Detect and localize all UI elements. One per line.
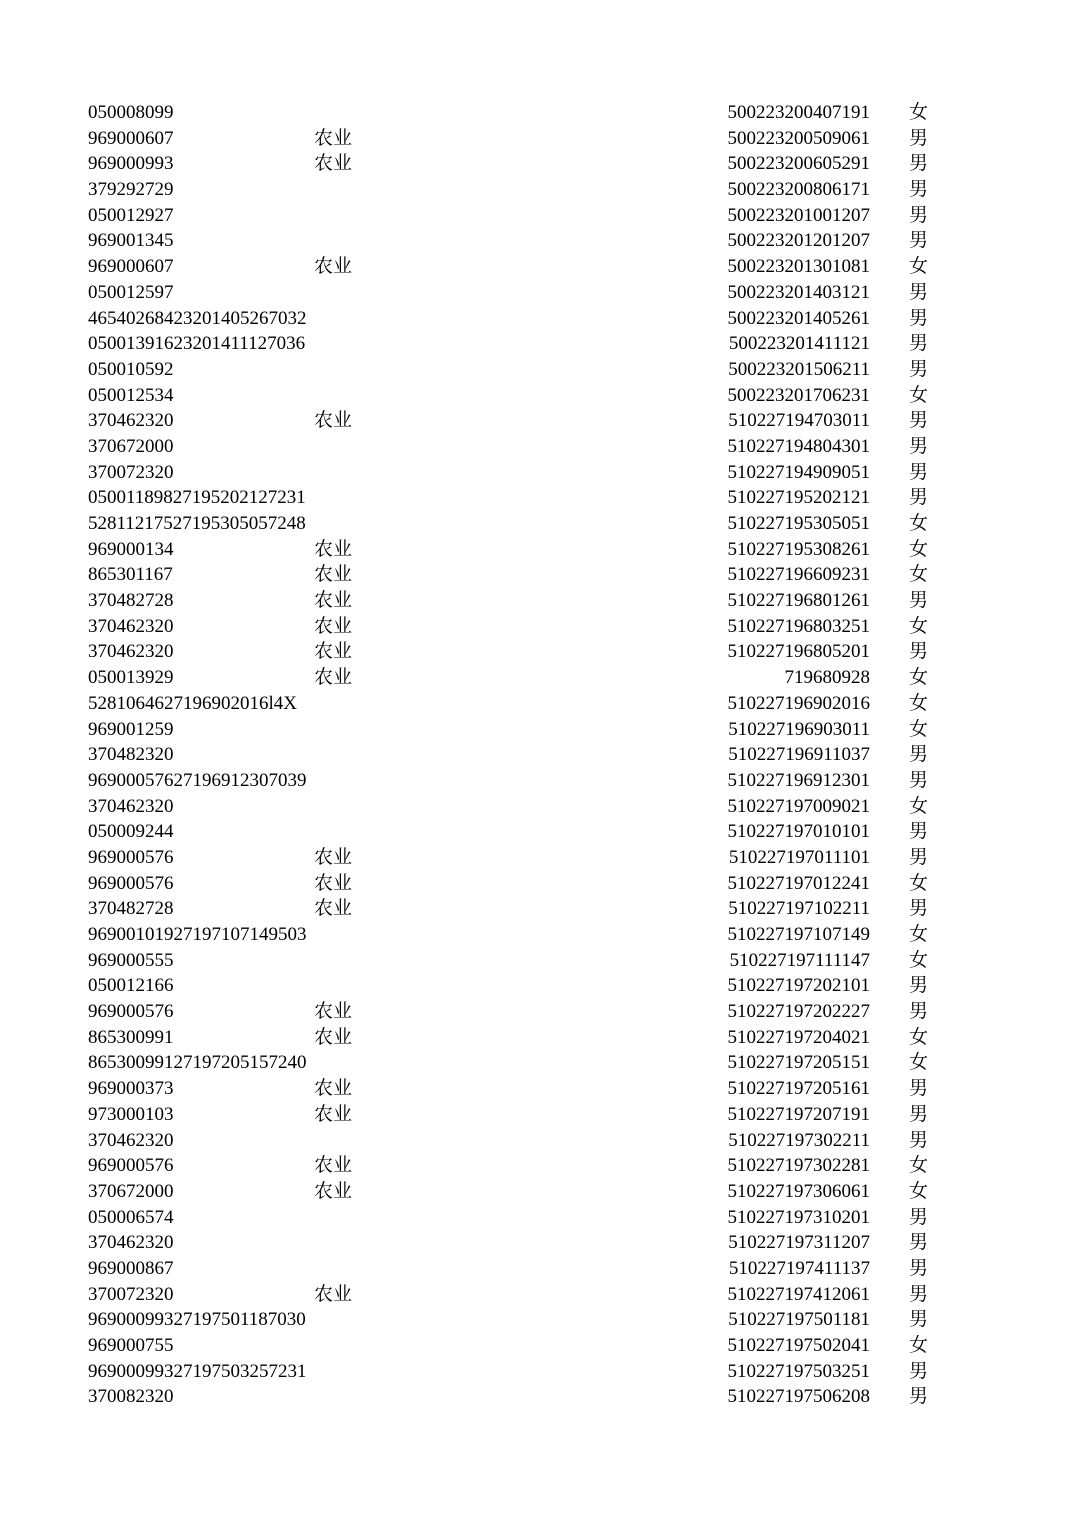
sex-cell[interactable]: 男 [909, 744, 929, 766]
code-cell[interactable]: 969001345 [88, 230, 174, 252]
code-cell[interactable]: 370462320 [88, 1129, 174, 1151]
id-number-cell[interactable]: 510227197503251 [727, 1360, 870, 1382]
sex-cell[interactable]: 男 [909, 1283, 929, 1305]
id-number-cell[interactable]: 510227194909051 [727, 461, 870, 483]
id-number-cell[interactable]: 500223201301081 [727, 256, 870, 278]
sex-cell[interactable]: 女 [909, 1026, 929, 1048]
sex-cell[interactable]: 男 [909, 358, 929, 380]
id-number-cell[interactable]: 510227194703011 [728, 410, 870, 432]
id-number-cell[interactable]: 510227197012241 [727, 872, 870, 894]
sex-cell[interactable]: 女 [909, 667, 929, 689]
table-row [0, 794, 1075, 820]
sex-cell[interactable]: 男 [909, 1360, 929, 1382]
code-cell[interactable]: 969000555 [88, 949, 174, 971]
sex-cell[interactable]: 男 [909, 179, 929, 201]
industry-cell[interactable]: 农业 [314, 1026, 353, 1048]
table-row [0, 973, 1075, 999]
table-row [0, 1076, 1075, 1102]
code-cell[interactable]: 050010592 [88, 358, 174, 380]
table-row [0, 460, 1075, 486]
table-row [0, 922, 1075, 948]
code-cell[interactable]: 86530099127197205157240 [88, 1052, 307, 1074]
id-number-cell[interactable]: 510227197306061 [727, 1180, 870, 1202]
industry-cell[interactable]: 农业 [314, 667, 353, 689]
sex-cell[interactable]: 男 [909, 641, 929, 663]
table-row [0, 485, 1075, 511]
table-row [0, 434, 1075, 460]
sex-cell[interactable]: 男 [909, 1103, 929, 1125]
industry-cell[interactable]: 农业 [314, 153, 353, 175]
industry-cell[interactable]: 农业 [314, 1001, 353, 1023]
id-number-cell[interactable]: 510227196801261 [727, 590, 870, 612]
sex-cell[interactable]: 女 [909, 1155, 929, 1177]
industry-cell[interactable]: 农业 [314, 1155, 353, 1177]
table-row [0, 408, 1075, 434]
code-cell[interactable]: 969000576 [88, 872, 174, 894]
code-cell[interactable]: 379292729 [88, 179, 174, 201]
code-cell[interactable]: 96900101927197107149503 [88, 924, 307, 945]
table-row [0, 871, 1075, 897]
id-number-cell[interactable]: 510227195202121 [727, 487, 870, 509]
sex-cell[interactable]: 男 [909, 333, 929, 355]
id-number-cell[interactable]: 510227197205161 [727, 1078, 870, 1100]
sex-cell[interactable]: 男 [909, 1206, 929, 1228]
id-number-cell[interactable]: 510227196903011 [728, 718, 870, 740]
id-number-cell[interactable]: 510227197107149 [727, 924, 870, 945]
code-cell[interactable]: 050009244 [88, 821, 174, 843]
code-cell[interactable]: 96900099327197501187030 [88, 1309, 306, 1331]
table-row [0, 691, 1075, 717]
sex-cell[interactable]: 男 [909, 410, 929, 432]
table-row [0, 1230, 1075, 1256]
industry-cell[interactable]: 农业 [314, 872, 353, 894]
code-cell[interactable]: 969000607 [88, 256, 174, 278]
sex-cell[interactable]: 女 [909, 692, 929, 714]
table-row [0, 1307, 1075, 1333]
sex-cell[interactable]: 男 [909, 230, 929, 252]
industry-cell[interactable]: 农业 [314, 615, 353, 637]
code-cell[interactable]: 969000576 [88, 846, 174, 868]
code-cell[interactable]: 370072320 [88, 1283, 174, 1305]
sex-cell[interactable]: 男 [909, 127, 929, 149]
id-number-cell[interactable]: 510227197204021 [727, 1026, 870, 1048]
id-number-cell[interactable]: 510227197412061 [727, 1283, 870, 1305]
table-row [0, 1050, 1075, 1076]
code-cell[interactable]: 370482728 [88, 590, 174, 612]
id-number-cell[interactable]: 510227195308261 [727, 538, 870, 560]
code-cell[interactable]: 969001259 [88, 718, 174, 740]
code-cell[interactable]: 865300991 [88, 1026, 174, 1048]
id-number-cell[interactable]: 510227196805201 [727, 641, 870, 663]
id-number-cell[interactable]: 500223201403121 [727, 281, 870, 303]
sex-cell[interactable]: 女 [909, 1335, 929, 1356]
sex-cell[interactable]: 男 [909, 1129, 929, 1151]
table-row [0, 588, 1075, 614]
sex-cell[interactable]: 女 [909, 718, 929, 740]
id-number-cell[interactable]: 510227197502041 [727, 1335, 870, 1356]
sex-cell[interactable]: 女 [909, 513, 929, 534]
id-number-cell[interactable]: 510227197302211 [728, 1129, 870, 1151]
table-row [0, 511, 1075, 537]
table-row [0, 614, 1075, 640]
code-cell[interactable]: 370072320 [88, 461, 174, 483]
table-row [0, 819, 1075, 845]
code-cell[interactable]: 370462320 [88, 1232, 174, 1254]
id-number-cell[interactable]: 500223201405261 [727, 307, 870, 329]
table-row [0, 1359, 1075, 1385]
industry-cell[interactable]: 农业 [314, 1103, 353, 1125]
id-number-cell[interactable]: 510227197302281 [727, 1155, 870, 1177]
code-cell[interactable]: 050006574 [88, 1206, 174, 1228]
code-cell[interactable]: 370482320 [88, 744, 174, 766]
industry-cell[interactable]: 农业 [314, 1180, 353, 1202]
sex-cell[interactable]: 男 [909, 281, 929, 303]
table-row [0, 357, 1075, 383]
id-number-cell[interactable]: 510227197202101 [727, 975, 870, 997]
code-cell[interactable]: 050012534 [88, 384, 174, 406]
id-number-cell[interactable]: 500223200509061 [727, 127, 870, 149]
code-cell[interactable]: 969000867 [88, 1257, 174, 1279]
id-number-cell[interactable]: 500223201001207 [727, 204, 870, 226]
industry-cell[interactable]: 农业 [314, 898, 353, 920]
table-row [0, 639, 1075, 665]
table-row [0, 1205, 1075, 1231]
code-cell[interactable]: 370672000 [88, 1180, 174, 1202]
code-cell[interactable]: 969000755 [88, 1335, 174, 1356]
table-row [0, 948, 1075, 974]
table-row [0, 177, 1075, 203]
sex-cell[interactable]: 男 [909, 1309, 929, 1331]
industry-cell[interactable]: 农业 [314, 641, 353, 663]
table-row [0, 845, 1075, 871]
id-number-cell[interactable]: 510227194804301 [727, 435, 870, 457]
table-row [0, 768, 1075, 794]
spreadsheet-page [0, 100, 1075, 1410]
id-number-cell[interactable]: 500223201201207 [727, 230, 870, 252]
table-row [0, 999, 1075, 1025]
sex-cell[interactable]: 男 [909, 898, 929, 920]
id-number-cell[interactable]: 510227197009021 [727, 795, 870, 817]
id-number-cell[interactable]: 500223201706231 [727, 384, 870, 406]
sex-cell[interactable]: 女 [909, 1052, 929, 1074]
id-number-cell[interactable]: 510227196609231 [727, 564, 870, 586]
sex-cell[interactable]: 男 [909, 1001, 929, 1023]
id-number-cell[interactable]: 510227197111147 [729, 949, 870, 971]
sex-cell[interactable]: 女 [909, 1180, 929, 1202]
table-row [0, 254, 1075, 280]
table-row [0, 1102, 1075, 1128]
sex-cell[interactable]: 女 [909, 949, 929, 971]
code-cell[interactable]: 973000103 [88, 1103, 174, 1125]
id-number-cell[interactable]: 500223200806171 [727, 179, 870, 201]
code-cell[interactable]: 370082320 [88, 1386, 174, 1408]
id-number-cell[interactable]: 510227196803251 [727, 615, 870, 637]
table-row [0, 1256, 1075, 1282]
table-row [0, 717, 1075, 743]
code-cell[interactable]: 370462320 [88, 410, 174, 432]
code-cell[interactable]: 370462320 [88, 795, 174, 817]
sex-cell[interactable]: 男 [909, 821, 929, 843]
sex-cell[interactable]: 女 [909, 102, 929, 123]
code-cell[interactable]: 52811217527195305057248 [88, 513, 306, 534]
sex-cell[interactable]: 男 [909, 153, 929, 175]
code-cell[interactable]: 050013929 [88, 667, 174, 689]
industry-cell[interactable]: 农业 [314, 1078, 353, 1100]
table-row [0, 306, 1075, 332]
code-cell[interactable]: 370672000 [88, 435, 174, 457]
sex-cell[interactable]: 男 [909, 1386, 929, 1408]
sex-cell[interactable]: 女 [909, 872, 929, 894]
table-row [0, 331, 1075, 357]
sex-cell[interactable]: 男 [909, 975, 929, 997]
industry-cell[interactable]: 农业 [314, 538, 353, 560]
sex-cell[interactable]: 男 [909, 769, 929, 791]
id-number-cell[interactable]: 510227197010101 [727, 821, 870, 843]
sex-cell[interactable]: 男 [909, 204, 929, 226]
table-row [0, 1384, 1075, 1410]
sex-cell[interactable]: 男 [909, 590, 929, 612]
id-number-cell[interactable]: 500223201506211 [728, 358, 870, 380]
sex-cell[interactable]: 女 [909, 384, 929, 406]
code-cell[interactable]: 969000993 [88, 153, 174, 175]
id-number-cell[interactable]: 510227197411137 [728, 1257, 870, 1279]
sex-cell[interactable]: 男 [909, 487, 929, 509]
table-row [0, 228, 1075, 254]
code-cell[interactable]: 96900057627196912307039 [88, 769, 307, 791]
sex-cell[interactable]: 女 [909, 564, 929, 586]
code-cell[interactable]: 969000576 [88, 1001, 174, 1023]
industry-cell[interactable]: 农业 [314, 590, 353, 612]
id-number-cell[interactable]: 500223201411121 [728, 333, 870, 355]
code-cell[interactable]: 370482728 [88, 898, 174, 920]
table-row [0, 383, 1075, 409]
sex-cell[interactable]: 女 [909, 256, 929, 278]
code-cell[interactable]: 969000373 [88, 1078, 174, 1100]
id-number-cell[interactable]: 510227197310201 [727, 1206, 870, 1228]
table-row [0, 1153, 1075, 1179]
table-row [0, 537, 1075, 563]
sex-cell[interactable]: 男 [909, 1078, 929, 1100]
table-row [0, 1333, 1075, 1359]
id-number-cell[interactable]: 510227197311207 [728, 1232, 870, 1254]
code-cell[interactable]: 865301167 [88, 564, 173, 586]
table-row [0, 203, 1075, 229]
table-row [0, 1179, 1075, 1205]
sex-cell[interactable]: 男 [909, 307, 929, 329]
table-row [0, 100, 1075, 126]
code-cell[interactable]: 370462320 [88, 615, 174, 637]
id-number-cell[interactable]: 510227196902016 [727, 692, 870, 714]
code-cell[interactable]: 969000576 [88, 1155, 174, 1177]
code-cell[interactable]: 05001391623201411127036 [88, 333, 306, 355]
sex-cell[interactable]: 男 [909, 435, 929, 457]
code-cell[interactable]: 96900099327197503257231 [88, 1360, 307, 1382]
table-row [0, 151, 1075, 177]
table-row [0, 126, 1075, 152]
industry-cell[interactable]: 农业 [314, 127, 353, 149]
id-number-cell[interactable]: 510227197207191 [727, 1103, 870, 1125]
id-number-cell[interactable]: 510227196912301 [727, 769, 870, 791]
table-row [0, 280, 1075, 306]
id-number-cell[interactable]: 510227197202227 [727, 1001, 870, 1023]
id-number-cell[interactable]: 510227195305051 [727, 513, 870, 534]
table-row [0, 896, 1075, 922]
table-row [0, 742, 1075, 768]
code-cell[interactable]: 46540268423201405267032 [88, 307, 307, 329]
sex-cell[interactable]: 男 [909, 1232, 929, 1254]
code-cell[interactable]: 050012166 [88, 975, 174, 997]
code-cell[interactable]: 969000134 [88, 538, 174, 560]
industry-cell[interactable]: 农业 [314, 410, 353, 432]
id-number-cell[interactable]: 510227197506208 [727, 1386, 870, 1408]
sex-cell[interactable]: 女 [909, 795, 929, 817]
table-row [0, 562, 1075, 588]
code-cell[interactable]: 969000607 [88, 127, 174, 149]
sex-cell[interactable]: 女 [909, 924, 929, 945]
code-cell[interactable]: 5281064627196902016l4X [88, 692, 297, 714]
id-number-cell[interactable]: 510227197011101 [728, 846, 870, 868]
sex-cell[interactable]: 女 [909, 615, 929, 637]
sex-cell[interactable]: 男 [909, 846, 929, 868]
sex-cell[interactable]: 女 [909, 538, 929, 560]
id-number-cell[interactable]: 510227197501181 [728, 1309, 870, 1331]
table-row [0, 1025, 1075, 1051]
code-cell[interactable]: 370462320 [88, 641, 174, 663]
industry-cell[interactable]: 农业 [314, 846, 353, 868]
table-row [0, 665, 1075, 691]
id-number-cell[interactable]: 719680928 [784, 667, 870, 689]
code-cell[interactable]: 050008099 [88, 102, 174, 123]
sex-cell[interactable]: 男 [909, 1257, 929, 1279]
code-cell[interactable]: 05001189827195202127231 [88, 487, 306, 509]
industry-cell[interactable]: 农业 [314, 256, 353, 278]
industry-cell[interactable]: 农业 [314, 564, 353, 586]
id-number-cell[interactable]: 510227196911037 [728, 744, 870, 766]
id-number-cell[interactable]: 510227197205151 [727, 1052, 870, 1074]
code-cell[interactable]: 050012927 [88, 204, 174, 226]
sex-cell[interactable]: 男 [909, 461, 929, 483]
table-row [0, 1128, 1075, 1154]
code-cell[interactable]: 050012597 [88, 281, 174, 303]
id-number-cell[interactable]: 500223200407191 [727, 102, 870, 123]
id-number-cell[interactable]: 500223200605291 [727, 153, 870, 175]
id-number-cell[interactable]: 510227197102211 [728, 898, 870, 920]
industry-cell[interactable]: 农业 [314, 1283, 353, 1305]
table-row [0, 1282, 1075, 1308]
